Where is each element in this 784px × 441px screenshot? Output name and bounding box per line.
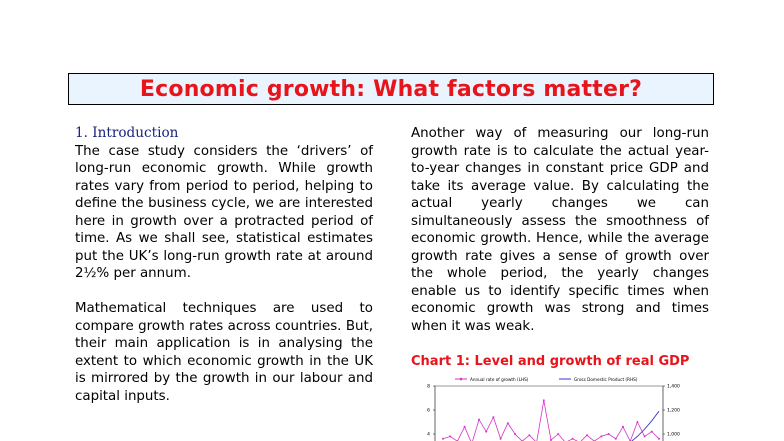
- intro-paragraph-1: The case study considers the ‘drivers’ of long-run economic growth. While growth rates vary from period to period, helping to define the business cycle, we are interested here in growth over a protracted period of time. As we shall see, statistical estimates put the UK’s long-run growth rate at around 2½% per annum.: [75, 143, 373, 281]
- growth-rate-point: [492, 416, 494, 418]
- growth-rate-point: [636, 421, 638, 423]
- growth-rate-point: [557, 433, 559, 435]
- growth-rate-point: [586, 434, 588, 436]
- right-column: [411, 125, 709, 370]
- growth-rate-point: [572, 438, 574, 440]
- gdp-chart: [411, 374, 711, 441]
- left-tick-label: 4: [427, 432, 430, 438]
- growth-rate-point: [507, 422, 509, 424]
- chart-plot: [442, 399, 660, 441]
- section-heading: 1. Introduction: [75, 125, 179, 141]
- title-box: [68, 73, 714, 105]
- growth-rate-point: [478, 419, 480, 421]
- growth-rate-point: [615, 438, 617, 440]
- growth-rate-point: [485, 431, 487, 433]
- intro-paragraph-2: Mathematical techniques are used to compare growth rates across countries. But, their main application is in analysing the extent to which economic growth in the UK is mirrored by the growth in our labour and capital inputs.: [75, 301, 373, 404]
- page-title: Economic growth: What factors matter?: [139, 76, 643, 102]
- growth-paragraph: Another way of measuring our long-run growth rate is to calculate the actual year-to-year changes in constant price GDP and take its average value. By calculating the actual yearly changes we can simultaneously assess the smoothness of economic growth. Hence, while the average growth rate gives a sense of growth over the whole period, the yearly changes enable us to identify specific times when economic growth was strong and times when it was weak.: [411, 126, 709, 334]
- right-tick-label: 1,000: [667, 432, 680, 438]
- growth-rate-point: [464, 426, 466, 428]
- left-column: [75, 125, 373, 423]
- left-tick-label: 6: [427, 408, 430, 414]
- chart-title: Chart 1: Level and growth of real GDP: [411, 353, 690, 369]
- growth-rate-point: [543, 399, 545, 401]
- growth-rate-point: [622, 426, 624, 428]
- chart-legend: [455, 377, 638, 382]
- gdp-level-line: [443, 411, 659, 441]
- legend-marker: [460, 378, 463, 381]
- growth-rate-point: [528, 434, 530, 436]
- growth-rate-point: [514, 433, 516, 435]
- right-tick-label: 1,400: [667, 384, 680, 390]
- growth-rate-point: [608, 433, 610, 435]
- growth-rate-point: [449, 435, 451, 437]
- legend-label: Gross Domestic Product (RHS): [574, 377, 638, 382]
- growth-rate-point: [651, 431, 653, 433]
- right-tick-label: 1,200: [667, 408, 680, 414]
- legend-label: Annual rate of growth (LHS): [470, 377, 529, 382]
- growth-rate-point: [658, 438, 660, 440]
- growth-rate-point: [500, 438, 502, 440]
- left-tick-label: 8: [427, 384, 430, 390]
- growth-rate-point: [442, 438, 444, 440]
- growth-rate-point: [600, 435, 602, 437]
- growth-rate-line: [443, 400, 659, 441]
- growth-rate-point: [644, 435, 646, 437]
- chart-axes: [427, 384, 680, 441]
